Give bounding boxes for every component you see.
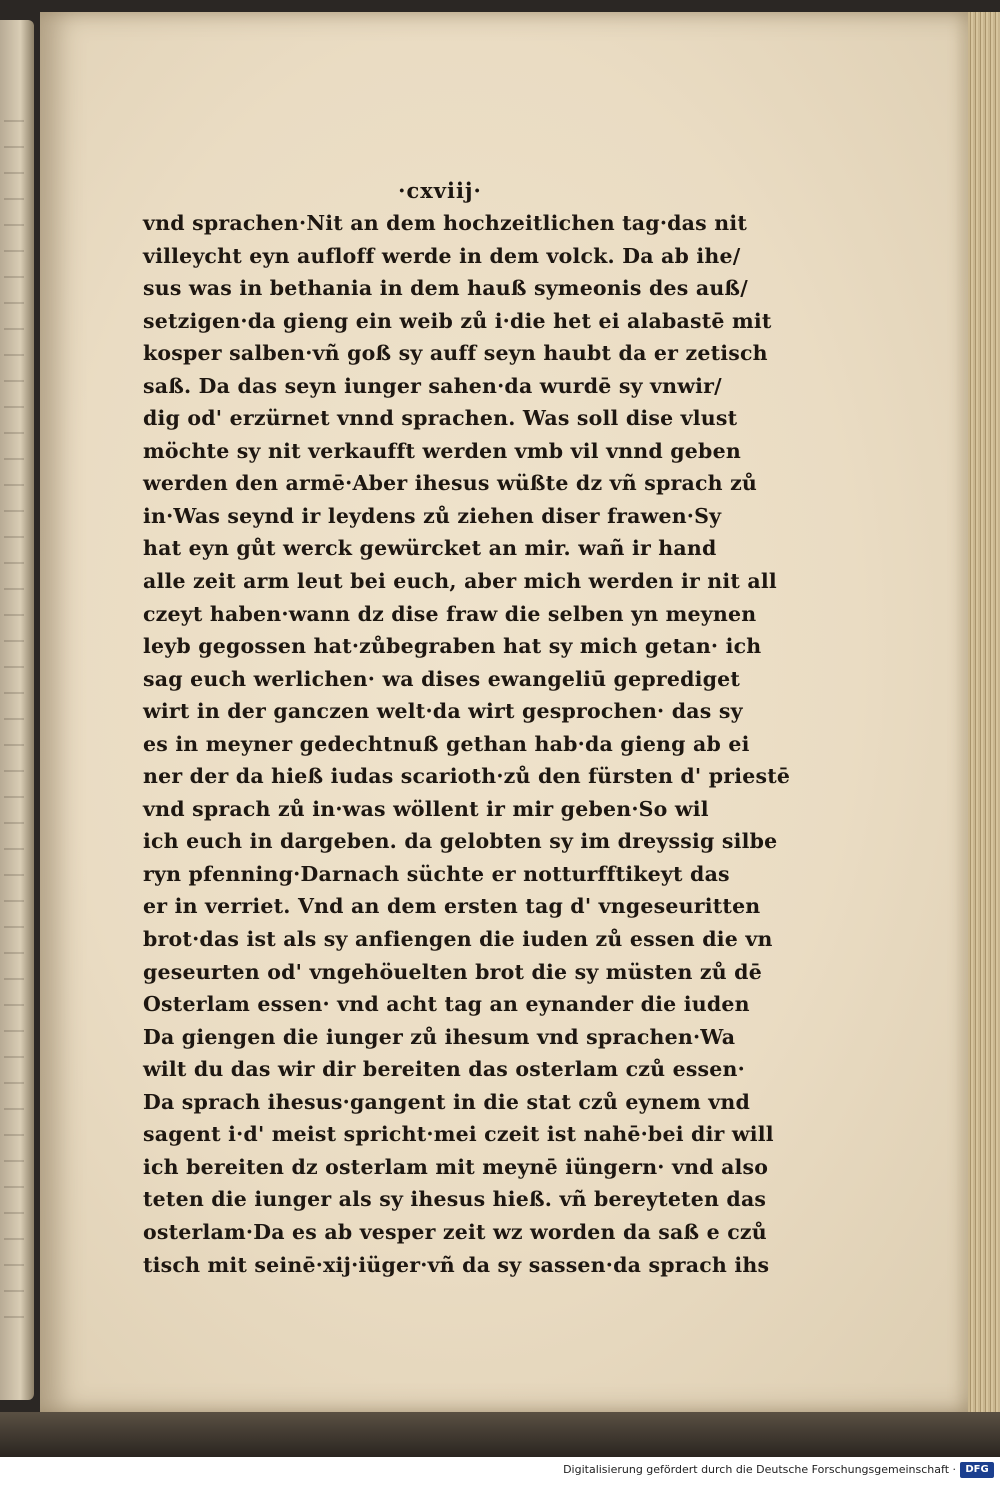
- text-line: teten die iunger als sy ihesus hieß. vñ bereyteten das: [143, 1187, 767, 1212]
- page-stack-edge: [968, 12, 1000, 1412]
- text-line: ner der da hieß iudas scarioth·zů den fürsten d' priestē: [143, 764, 791, 789]
- text-line: alle zeit arm leut bei euch, aber mich werden ir nit all: [143, 569, 777, 594]
- text-line: saß. Da das seyn iunger sahen·da wurdē sy vnwir/: [143, 373, 722, 398]
- text-line: sag euch werlichen· wa dises ewangeliū geprediget: [143, 666, 741, 691]
- text-line: tisch mit seinē·xij·iüger·vñ da sy sassen·da sprach ihs: [143, 1252, 770, 1277]
- left-page-text-shadow: [4, 120, 24, 1320]
- text-line: ich euch in dargeben. da gelobten sy im dreyssig silbe: [143, 829, 778, 854]
- text-line: vnd sprachen·Nit an dem hochzeitlichen tag·das nit: [143, 211, 748, 235]
- text-line: wirt in der ganczen welt·da wirt gesprochen· das sy: [143, 699, 743, 724]
- text-line: ryn pfenning·Darnach süchte er notturfftikeyt das: [143, 861, 730, 886]
- text-line: möchte sy nit verkaufft werden vmb vil vnnd geben: [143, 438, 741, 463]
- text-line: osterlam·Da es ab vesper zeit wz worden da saß e czů: [143, 1219, 767, 1244]
- text-line: in·Was seynd ir leydens zů ziehen diser frawen·Sy: [143, 503, 722, 528]
- text-line: czeyt haben·wann dz dise fraw die selben yn meynen: [143, 601, 757, 626]
- text-line: ich bereiten dz osterlam mit meynē iüngern· vnd also: [143, 1154, 769, 1179]
- folio-number: ·cxviij·: [398, 178, 482, 203]
- text-line: wilt du das wir dir bereiten das osterlam czů essen·: [143, 1057, 745, 1082]
- footer-bar: [0, 1457, 1000, 1485]
- text-line: vnd sprach zů in·was wöllent ir mir geben·So wil: [143, 796, 709, 821]
- text-line: er in verriet. Vnd an dem ersten tag d' vngeseuritten: [143, 894, 761, 919]
- dfg-logo: DFG: [960, 1462, 994, 1478]
- text-line: Osterlam essen· vnd acht tag an eynander die iuden: [143, 992, 750, 1017]
- text-line: hat eyn gůt werck gewürcket an mir. wañ ir hand: [143, 536, 717, 561]
- text-line: setzigen·da gieng ein weib zů i·die het ei alabastē mit: [143, 308, 772, 333]
- text-line: brot·das ist als sy anfiengen die iuden zů essen die vn: [143, 927, 773, 952]
- text-line: leyb gegossen hat·zůbegraben hat sy mich getan· ich: [143, 634, 762, 659]
- text-line: es in meyner gedechtnuß gethan hab·da gieng ab ei: [143, 731, 750, 756]
- text-line: werden den armē·Aber ihesus wüßte dz vñ sprach zů: [143, 471, 758, 496]
- text-line: sus was in bethania in dem hauß symeonis des auß/: [143, 276, 748, 301]
- text-line: Da sprach ihesus·gangent in die stat czů eynem vnd: [143, 1089, 751, 1114]
- text-line: dig od' erzürnet vnnd sprachen. Was soll dise vlust: [143, 406, 738, 431]
- text-line: sagent i·d' meist spricht·mei czeit ist nahē·bei dir will: [143, 1122, 774, 1147]
- text-line: geseurten od' vngehöuelten brot die sy müsten zů dē: [143, 959, 762, 984]
- text-line: kosper salben·vñ goß sy auff seyn haubt da er zetisch: [143, 341, 768, 366]
- text-line: villeycht eyn aufloff werde in dem volck. Da ab ihe/: [143, 243, 741, 268]
- book-bottom-edge: [0, 1412, 1000, 1457]
- left-page-edge: [0, 20, 34, 1400]
- funding-credit: Digitalisierung gefördert durch die Deutsche Forschungsgemeinschaft ·: [563, 1463, 956, 1476]
- text-line: Da giengen die iunger zů ihesum vnd sprachen·Wa: [143, 1024, 736, 1049]
- text-column: [143, 207, 791, 1281]
